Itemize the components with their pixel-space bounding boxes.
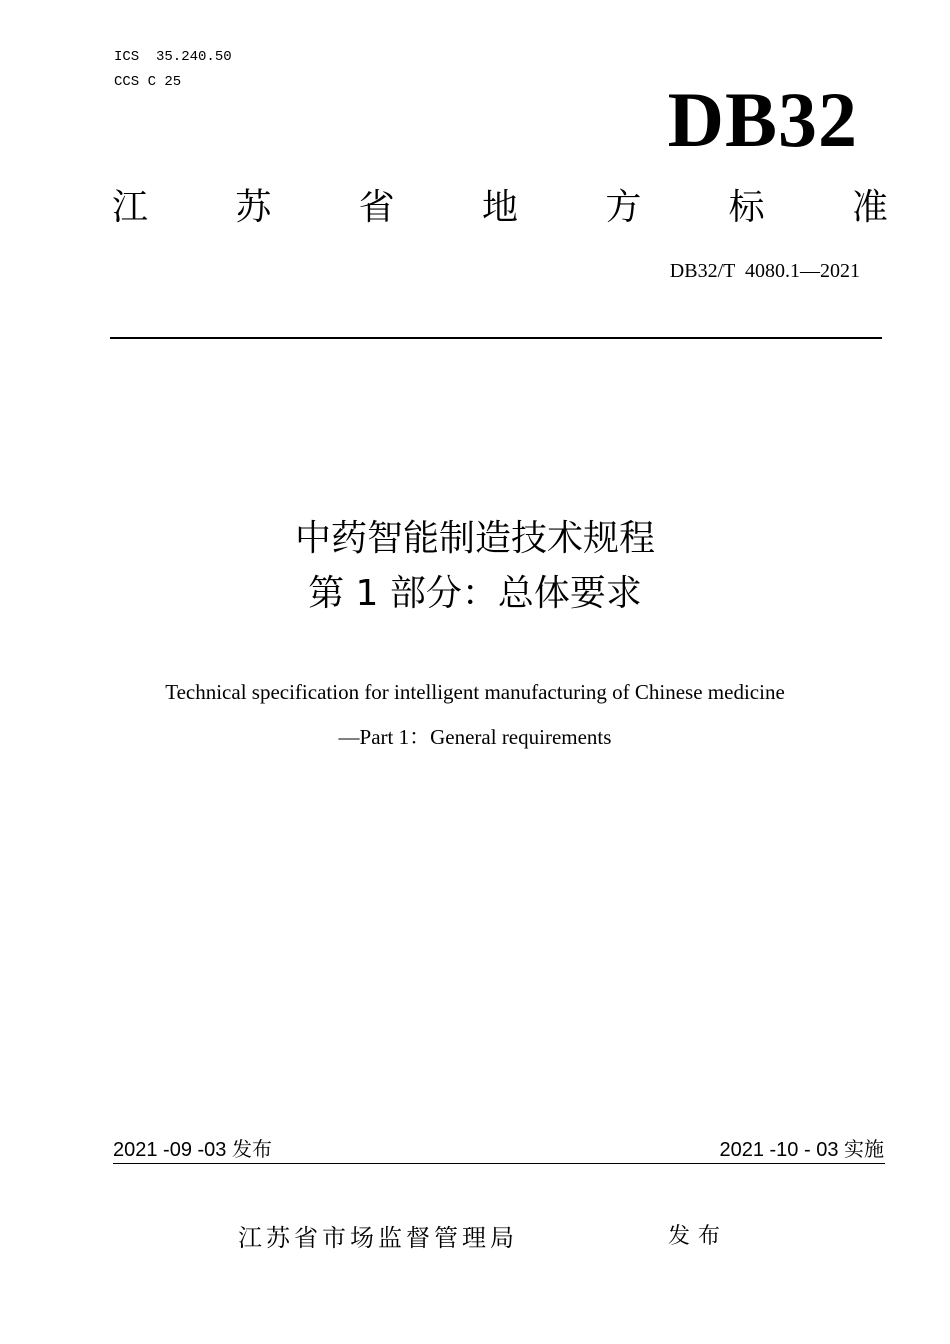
footer-divider <box>113 1163 885 1164</box>
english-title: Technical specification for intelligent manufacturing of Chinese medicine <box>165 680 785 704</box>
header-divider <box>110 337 882 339</box>
issue-date: 2021 -09 -03 发布 <box>113 1139 272 1161</box>
issuing-authority: 江苏省市场监督管理局 <box>238 1224 518 1252</box>
chinese-title: 中药智能制造技术规程 <box>294 518 655 559</box>
standard-type-char: 苏 <box>235 187 272 228</box>
standard-type-char: 省 <box>358 187 395 228</box>
standard-type-char: 标 <box>728 187 765 228</box>
implementation-date: 2021 -10 - 03 实施 <box>719 1139 884 1161</box>
ics-code: ICS 35.240.50 <box>114 49 232 65</box>
ccs-code: CCS C 25 <box>114 74 182 90</box>
standard-type-char: 准 <box>851 187 888 228</box>
standard-type-heading <box>112 185 888 231</box>
standard-number: DB32/T 4080.1—2021 <box>669 260 860 282</box>
standard-type-char: 地 <box>481 187 518 228</box>
standard-type-char: 江 <box>112 187 149 228</box>
standard-logo: DB32 <box>667 76 858 163</box>
standard-type-char: 方 <box>605 187 642 228</box>
english-subtitle: —Part 1：General requirements <box>338 725 612 749</box>
issue-label: 发布 <box>668 1224 729 1249</box>
chinese-subtitle: 第 1 部分：总体要求 <box>308 573 642 614</box>
